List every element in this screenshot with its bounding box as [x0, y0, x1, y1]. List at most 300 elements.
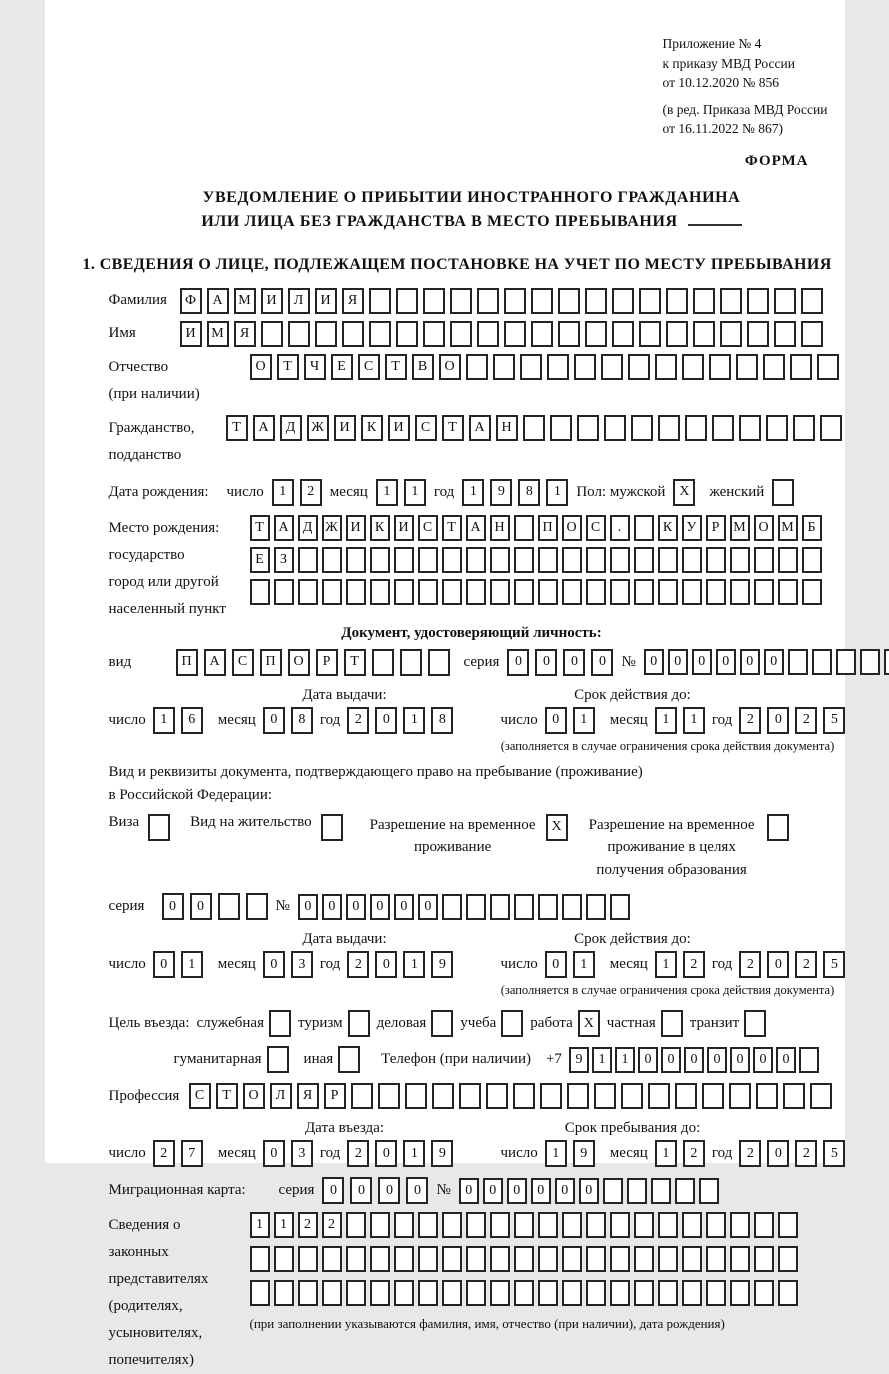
form-cell — [772, 479, 794, 506]
form-cell — [586, 547, 606, 573]
form-cell — [767, 814, 789, 841]
form-cell: 7 — [181, 1140, 203, 1167]
form-cell — [538, 1246, 558, 1272]
form-cell: 0 — [346, 894, 366, 920]
purpose-work-checkbox — [578, 1010, 600, 1037]
form-cell — [450, 321, 472, 347]
form-cell — [634, 1246, 654, 1272]
form-cell — [730, 547, 750, 573]
citizenship-cells — [226, 415, 842, 441]
identity-issue-date — [109, 707, 501, 734]
forma-label: ФОРМА — [744, 152, 809, 169]
form-cell: 0 — [661, 1047, 681, 1073]
form-cell — [493, 354, 515, 380]
form-cell: Я — [342, 288, 364, 314]
form-cell — [514, 894, 534, 920]
form-cell — [634, 1212, 654, 1238]
form-cell — [250, 1280, 270, 1306]
purpose-transit-label: транзит — [689, 1015, 740, 1032]
form-cell: 0 — [764, 649, 784, 675]
form-cell — [693, 321, 715, 347]
form-cell: И — [388, 415, 410, 441]
representatives-cells — [250, 1212, 798, 1374]
purpose-other-checkbox — [338, 1046, 360, 1073]
form-cell: М — [730, 515, 750, 541]
residence-doc-options — [109, 814, 835, 882]
option-temp-residence-education-label: Разрешение на временное проживание в целях получения образования — [588, 816, 755, 878]
year-label: год — [319, 956, 341, 973]
stay-year-cells — [739, 1140, 845, 1167]
form-cell — [778, 1212, 798, 1238]
month-label: месяц — [609, 1145, 648, 1162]
form-cell: С — [415, 415, 437, 441]
form-cell — [730, 579, 750, 605]
purpose-tourism-label: туризм — [297, 1015, 343, 1032]
field-surname — [109, 288, 835, 314]
form-cell: К — [658, 515, 678, 541]
form-cell — [538, 1280, 558, 1306]
form-cell — [574, 354, 596, 380]
form-cell — [369, 288, 391, 314]
sex-female-label: женский — [709, 483, 765, 500]
form-cell — [706, 1280, 726, 1306]
phone-prefix: +7 — [545, 1051, 562, 1068]
form-cell — [418, 1212, 438, 1238]
form-cell — [585, 321, 607, 347]
form-cell — [418, 1246, 438, 1272]
field-patronymic — [109, 354, 835, 408]
form-cell: З — [274, 547, 294, 573]
form-cell — [269, 1010, 291, 1037]
form-cell — [370, 1212, 390, 1238]
form-cell — [706, 547, 726, 573]
form-cell: К — [361, 415, 383, 441]
form-cell — [739, 415, 761, 441]
patronymic-label — [109, 354, 250, 408]
form-cell — [675, 1178, 695, 1204]
arrival-notification-form — [45, 0, 845, 1369]
option-temp-residence-checkbox — [546, 814, 568, 841]
form-cell — [699, 1178, 719, 1204]
form-cell: 0 — [418, 894, 438, 920]
form-cell — [774, 288, 796, 314]
appendix-edit-line: (в ред. Приказа МВД России — [662, 101, 828, 117]
form-cell: Т — [385, 354, 407, 380]
form-cell: 8 — [291, 707, 313, 734]
form-cell — [778, 579, 798, 605]
valid-year-cells — [739, 707, 845, 734]
birth-place-label-line3: город или другой — [108, 573, 219, 590]
form-cell — [346, 1246, 366, 1272]
form-cell: Ж — [307, 415, 329, 441]
form-cell — [639, 288, 661, 314]
form-cell: И — [346, 515, 366, 541]
profession-label: Профессия — [108, 1087, 180, 1104]
form-cell — [693, 288, 715, 314]
month-label: месяц — [217, 956, 256, 973]
form-cell — [586, 1212, 606, 1238]
option-residence-permit-label: Вид на жительство — [190, 813, 312, 830]
form-cell — [298, 547, 318, 573]
valid-day-cells — [545, 707, 595, 734]
form-cell: 0 — [507, 1178, 527, 1204]
form-cell: 0 — [298, 894, 318, 920]
form-cell — [801, 288, 823, 314]
form-cell — [586, 1246, 606, 1272]
option-temp-residence-label: Разрешение на временное проживание — [369, 816, 536, 856]
form-cell — [514, 547, 534, 573]
form-cell — [418, 547, 438, 573]
form-cell — [246, 893, 268, 920]
form-cell — [586, 1280, 606, 1306]
form-cell — [370, 1246, 390, 1272]
doc-kind-cells — [176, 649, 450, 676]
doc-number-label: № — [621, 653, 636, 670]
form-cell: 0 — [322, 1177, 344, 1204]
form-cell — [658, 547, 678, 573]
form-cell — [274, 1246, 294, 1272]
form-cell: 0 — [507, 649, 529, 676]
form-cell: И — [261, 288, 283, 314]
form-cell — [490, 1246, 510, 1272]
form-cell: И — [334, 415, 356, 441]
form-cell — [442, 547, 462, 573]
form-cell: 9 — [569, 1047, 589, 1073]
form-cell — [706, 1212, 726, 1238]
option-visa-label: Виза — [108, 813, 140, 830]
form-cell — [658, 415, 680, 441]
form-cell: 0 — [644, 649, 664, 675]
form-cell — [370, 547, 390, 573]
form-cell: А — [469, 415, 491, 441]
form-cell: А — [274, 515, 294, 541]
migration-number-label: № — [436, 1182, 451, 1199]
form-cell: 1 — [655, 951, 677, 978]
form-cell: 2 — [795, 951, 817, 978]
form-cell — [634, 547, 654, 573]
form-cell — [432, 1083, 454, 1109]
form-cell — [372, 649, 394, 676]
form-cell: 1 — [376, 479, 398, 506]
form-cell: 0 — [668, 649, 688, 675]
valid-year-cells — [739, 951, 845, 978]
day-label: число — [500, 711, 538, 728]
form-cell — [274, 1280, 294, 1306]
doc-series-cells — [507, 649, 613, 676]
form-cell: 9 — [431, 951, 453, 978]
form-cell: Т — [442, 515, 462, 541]
form-cell: 2 — [795, 707, 817, 734]
stay-until-heading: Срок пребывания до: — [564, 1120, 701, 1137]
form-cell — [348, 1010, 370, 1037]
form-cell — [621, 1083, 643, 1109]
form-cell — [610, 1280, 630, 1306]
form-cell: П — [260, 649, 282, 676]
birth-place-label-line4: населенный пункт — [108, 600, 226, 617]
form-cell: 0 — [591, 649, 613, 676]
form-cell — [538, 579, 558, 605]
form-cell — [418, 1280, 438, 1306]
form-cell: 0 — [406, 1177, 428, 1204]
form-cell — [540, 1083, 562, 1109]
form-cell: 0 — [776, 1047, 796, 1073]
purpose-study — [460, 1010, 523, 1037]
form-cell: 0 — [322, 894, 342, 920]
form-cell — [338, 1046, 360, 1073]
form-cell — [442, 1246, 462, 1272]
form-cell — [720, 288, 742, 314]
representatives-label-line: усыновителях, — [108, 1325, 203, 1342]
birth-month-cells — [376, 479, 426, 506]
form-cell: Б — [802, 515, 822, 541]
form-cell — [346, 579, 366, 605]
form-cell — [369, 321, 391, 347]
form-cell: Т — [442, 415, 464, 441]
option-visa — [109, 814, 171, 841]
form-cell — [531, 321, 553, 347]
form-cell: 1 — [683, 707, 705, 734]
form-cell: 0 — [767, 951, 789, 978]
form-cell: 2 — [739, 951, 761, 978]
form-cell: Н — [490, 515, 510, 541]
form-cell — [514, 1212, 534, 1238]
form-cell — [658, 1212, 678, 1238]
form-cell — [802, 579, 822, 605]
form-cell — [513, 1083, 535, 1109]
form-cell: О — [754, 515, 774, 541]
surname-cells — [180, 288, 823, 314]
form-cell — [298, 1246, 318, 1272]
form-cell: 0 — [531, 1178, 551, 1204]
form-cell: Т — [216, 1083, 238, 1109]
year-label: год — [711, 1145, 733, 1162]
form-cell — [558, 321, 580, 347]
form-cell — [351, 1083, 373, 1109]
form-cell — [298, 1280, 318, 1306]
form-cell: 0 — [545, 707, 567, 734]
form-cell: В — [412, 354, 434, 380]
form-cell — [706, 1246, 726, 1272]
purpose-official — [196, 1010, 291, 1037]
form-cell — [651, 1178, 671, 1204]
form-cell: 1 — [573, 951, 595, 978]
form-cell — [250, 579, 270, 605]
form-cell: Р — [706, 515, 726, 541]
form-cell — [378, 1083, 400, 1109]
valid-day-cells — [545, 951, 595, 978]
form-cell: 0 — [370, 894, 390, 920]
option-temp-residence-education — [586, 814, 789, 882]
form-cell — [322, 1246, 342, 1272]
form-cell: К — [370, 515, 390, 541]
form-cell — [261, 321, 283, 347]
form-cell — [601, 354, 623, 380]
form-cell: 1 — [655, 707, 677, 734]
form-cell — [610, 547, 630, 573]
migration-card-row — [109, 1177, 835, 1204]
blank-underline — [688, 210, 742, 226]
form-cell: М — [207, 321, 229, 347]
day-label: число — [500, 1145, 538, 1162]
form-cell — [321, 814, 343, 841]
form-cell — [550, 415, 572, 441]
form-cell — [639, 321, 661, 347]
form-cell — [634, 515, 654, 541]
form-cell — [459, 1083, 481, 1109]
form-cell — [820, 415, 842, 441]
form-cell: 1 — [272, 479, 294, 506]
form-cell — [538, 547, 558, 573]
form-cell: Р — [324, 1083, 346, 1109]
form-title-line2 — [109, 210, 835, 234]
form-cell: П — [176, 649, 198, 676]
form-cell — [428, 649, 450, 676]
entry-date — [109, 1140, 501, 1167]
sex-male-label: Пол: мужской — [576, 483, 666, 500]
form-cell — [288, 321, 310, 347]
option-residence-permit-checkbox — [321, 814, 343, 841]
form-cell: 0 — [535, 649, 557, 676]
form-cell — [442, 894, 462, 920]
form-cell — [490, 894, 510, 920]
form-cell — [736, 354, 758, 380]
form-cell: Т — [250, 515, 270, 541]
form-cell: А — [466, 515, 486, 541]
form-cell: П — [538, 515, 558, 541]
form-cell: А — [207, 288, 229, 314]
form-cell — [442, 579, 462, 605]
form-cell: 0 — [767, 1140, 789, 1167]
birth-place-row2 — [250, 547, 822, 573]
form-cell — [346, 1212, 366, 1238]
representatives-row1 — [250, 1212, 798, 1238]
form-cell — [610, 579, 630, 605]
form-cell — [594, 1083, 616, 1109]
form-cell: 1 — [545, 1140, 567, 1167]
form-cell: 0 — [375, 951, 397, 978]
month-label: месяц — [609, 956, 648, 973]
form-cell: А — [204, 649, 226, 676]
form-cell: 0 — [190, 893, 212, 920]
form-cell: 0 — [483, 1178, 503, 1204]
form-cell — [788, 649, 808, 675]
form-cell — [634, 579, 654, 605]
phone-label: Телефон (при наличии) — [381, 1051, 531, 1068]
month-label: месяц — [329, 483, 368, 500]
form-cell: 1 — [274, 1212, 294, 1238]
day-label: число — [226, 483, 264, 500]
form-cell — [466, 894, 486, 920]
form-cell: 0 — [394, 894, 414, 920]
residence-series-label: серия — [108, 898, 145, 915]
form-cell — [790, 354, 812, 380]
form-cell: Ч — [304, 354, 326, 380]
issue-year-cells — [347, 951, 453, 978]
year-label: год — [711, 711, 733, 728]
form-cell — [562, 1280, 582, 1306]
form-cell — [466, 579, 486, 605]
form-cell — [547, 354, 569, 380]
purpose-label: Цель въезда: — [108, 1015, 190, 1032]
form-cell — [370, 1280, 390, 1306]
form-cell: 0 — [707, 1047, 727, 1073]
field-given-name — [109, 321, 835, 347]
form-cell: 0 — [545, 951, 567, 978]
form-cell: 0 — [350, 1177, 372, 1204]
form-title-line1: УВЕДОМЛЕНИЕ О ПРИБЫТИИ ИНОСТРАННОГО ГРАЖДАНИНА — [202, 188, 741, 206]
form-cell — [396, 321, 418, 347]
form-cell: 0 — [375, 707, 397, 734]
representatives-label-line: попечителях) — [108, 1352, 195, 1369]
form-cell: 9 — [573, 1140, 595, 1167]
form-cell: 0 — [767, 707, 789, 734]
form-cell — [628, 354, 650, 380]
form-cell: 5 — [823, 1140, 845, 1167]
form-cell — [442, 1212, 462, 1238]
form-cell: 6 — [181, 707, 203, 734]
form-cell: 1 — [655, 1140, 677, 1167]
option-temp-residence — [369, 814, 568, 859]
issue-date-heading: Дата выдачи: — [302, 686, 387, 703]
form-cell: И — [180, 321, 202, 347]
form-cell — [763, 354, 785, 380]
patronymic-label-line2: (при наличии) — [108, 385, 200, 402]
purpose-work-label: работа — [530, 1015, 573, 1032]
patronymic-label-line1: Отчество — [108, 358, 169, 375]
form-cell — [675, 1083, 697, 1109]
representatives-block — [109, 1212, 835, 1374]
given-name-label: Имя — [108, 325, 136, 342]
form-cell — [666, 321, 688, 347]
form-cell — [747, 321, 769, 347]
form-cell — [538, 1212, 558, 1238]
purpose-business — [377, 1010, 454, 1037]
doc-series-label: серия — [463, 653, 500, 670]
migration-series-cells — [322, 1177, 428, 1204]
form-cell: Я — [234, 321, 256, 347]
form-cell — [298, 579, 318, 605]
form-cell — [766, 415, 788, 441]
residence-number-cells — [298, 894, 630, 920]
form-cell: 2 — [683, 1140, 705, 1167]
form-cell: С — [189, 1083, 211, 1109]
field-birth-place — [109, 515, 835, 623]
form-cell: 0 — [753, 1047, 773, 1073]
profession-cells — [189, 1083, 832, 1109]
field-citizenship — [109, 415, 835, 469]
appendix-block — [663, 34, 835, 139]
form-cell: Н — [496, 415, 518, 441]
purpose-official-checkbox — [269, 1010, 291, 1037]
form-cell — [627, 1178, 647, 1204]
month-label: месяц — [217, 1145, 256, 1162]
field-birth-date — [109, 479, 835, 506]
form-cell — [218, 893, 240, 920]
form-cell — [562, 894, 582, 920]
form-cell: Т — [277, 354, 299, 380]
residence-date-headings — [109, 923, 835, 948]
form-cell: С — [586, 515, 606, 541]
birth-place-label-line1: Место рождения: — [108, 519, 220, 536]
form-cell — [799, 1047, 819, 1073]
phone-cells — [569, 1047, 819, 1073]
valid-month-cells — [655, 951, 705, 978]
form-cell: М — [234, 288, 256, 314]
form-cell — [706, 579, 726, 605]
form-cell — [267, 1046, 289, 1073]
form-cell — [801, 321, 823, 347]
form-cell: X — [546, 814, 568, 841]
